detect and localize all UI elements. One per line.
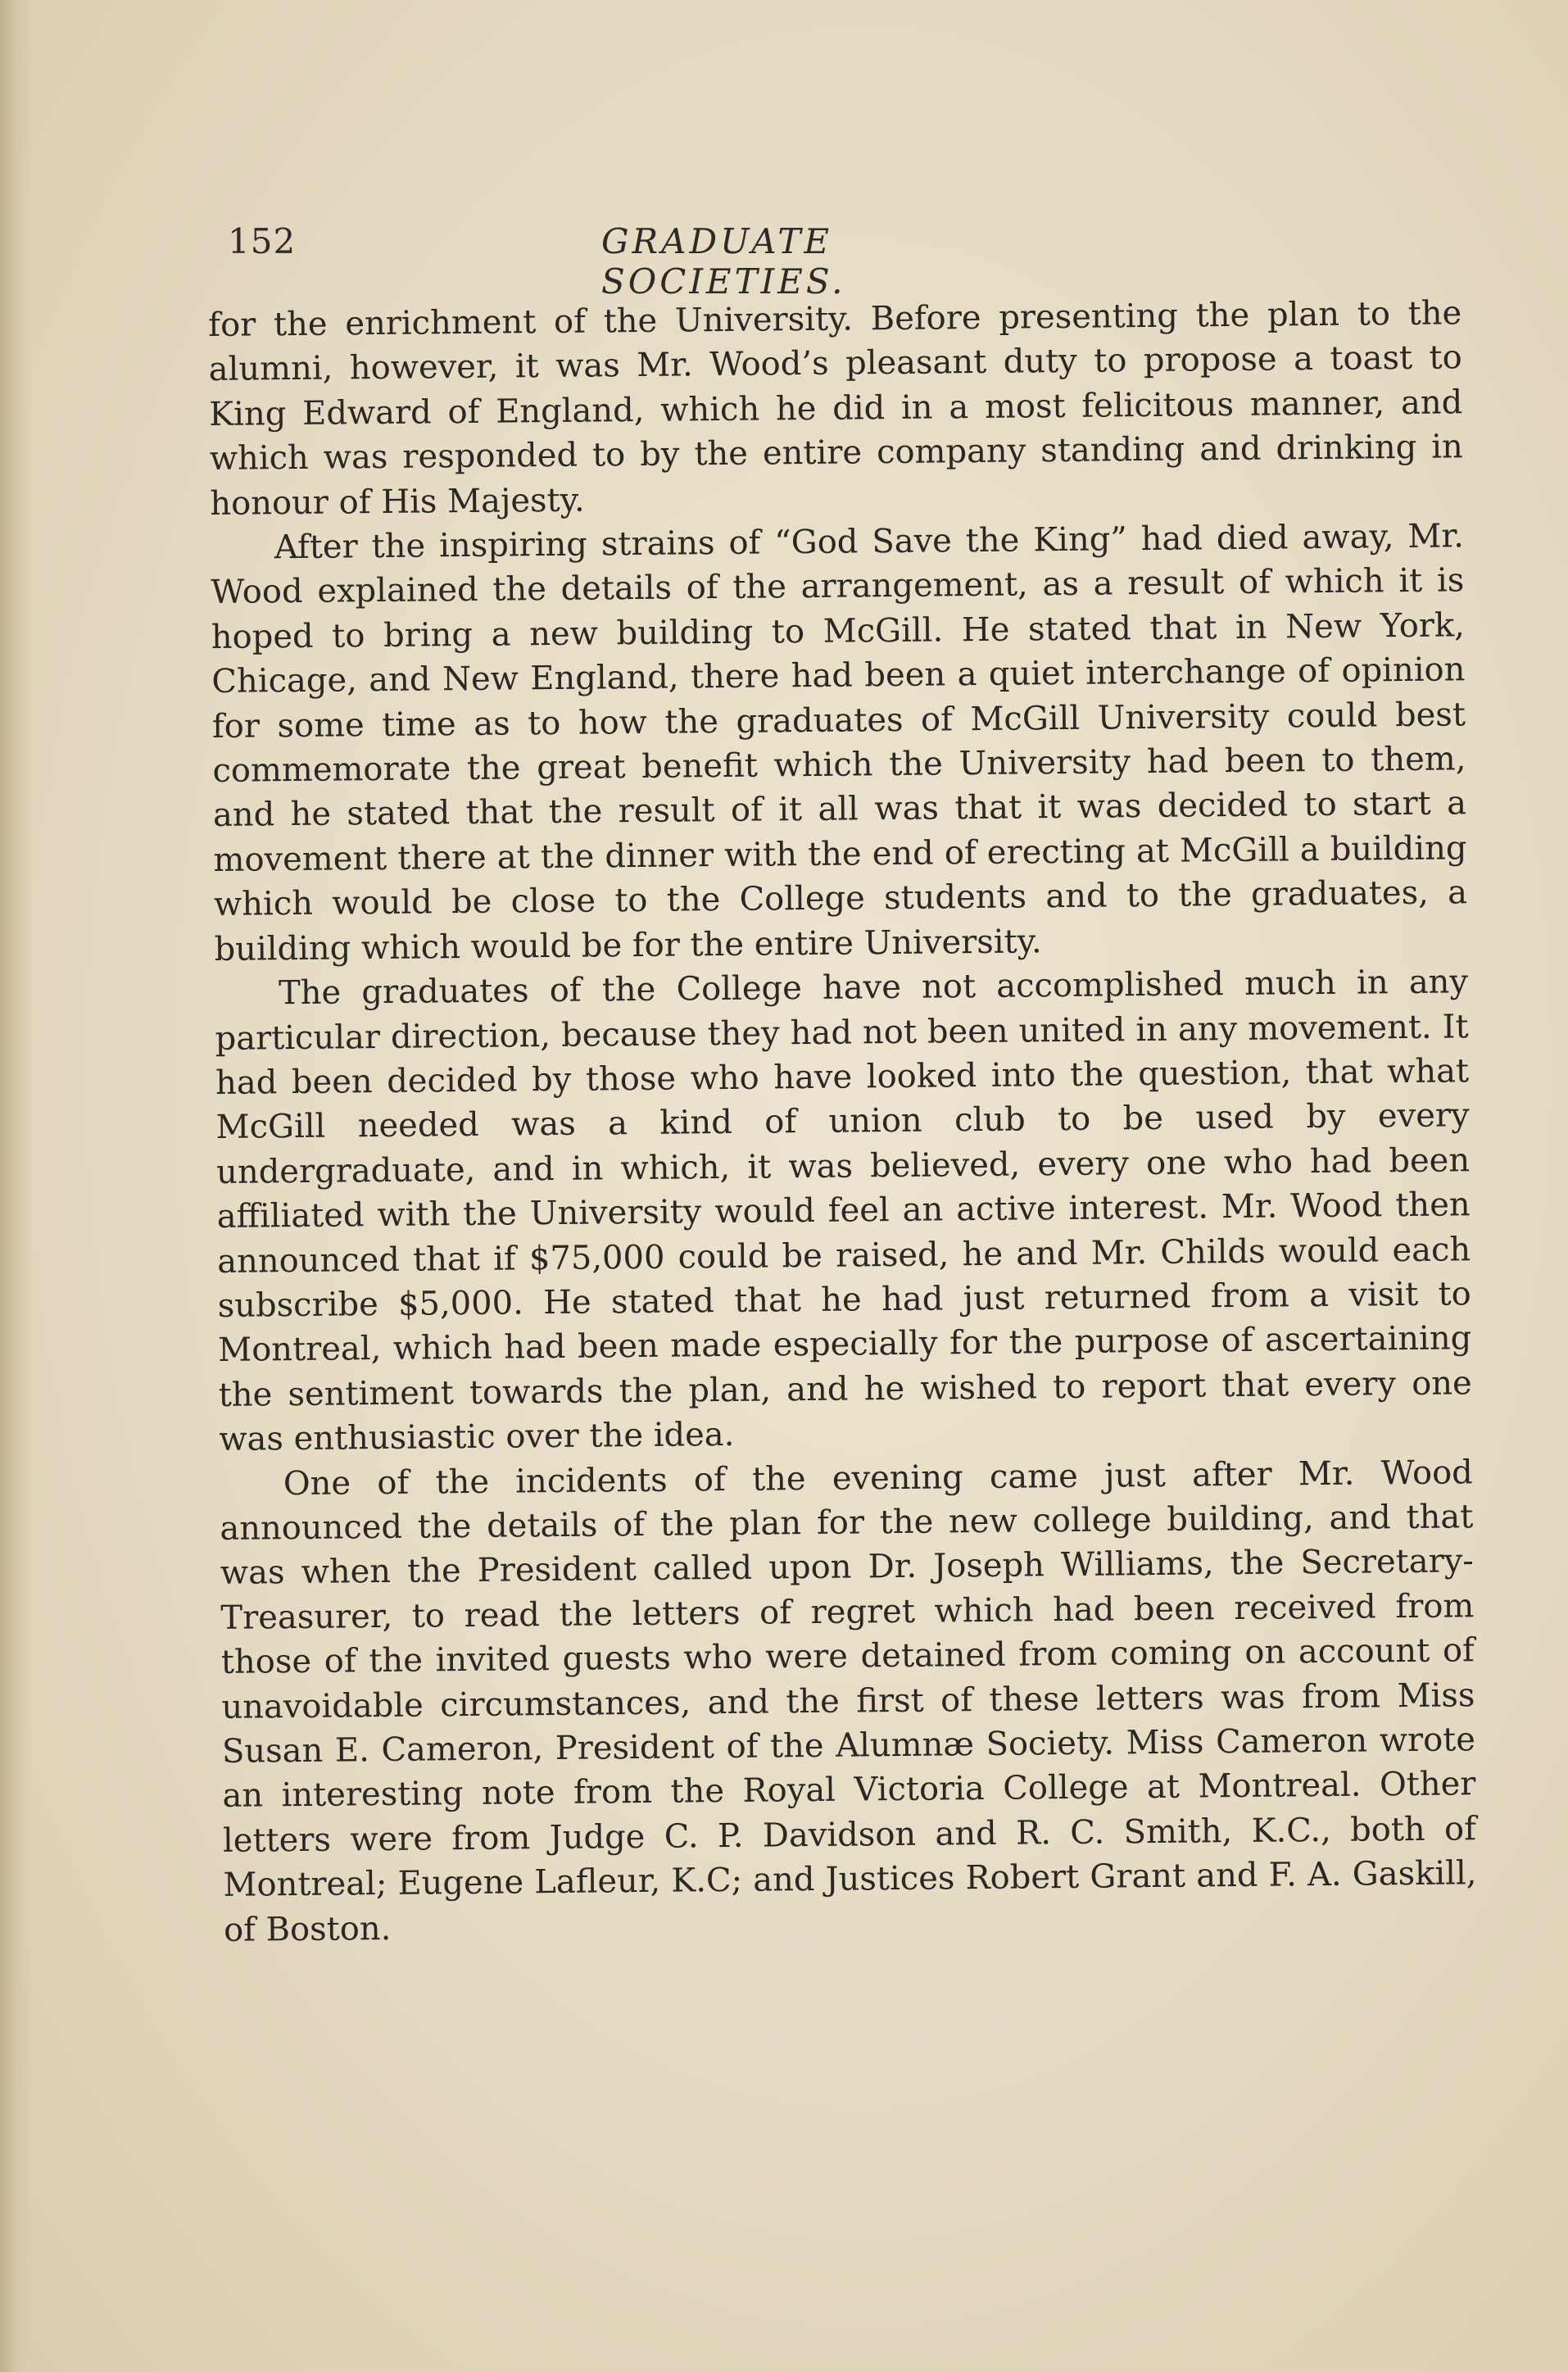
page-header [228, 221, 1063, 302]
paragraph-continued: for the enrichment of the University. Before presenting the plan to the alumni, however, it was Mr. Wood’s pleasant duty to propose a toast to King Edward of England, which he did in a most felicitous manner, and which was responded to by the entire company standing and drinking in honour of His Majesty. [208, 294, 1463, 523]
page-number: 152 [228, 221, 297, 261]
paragraph: The graduates of the College have not accomplished much in any particular direction, because they had not been united in any movement. It had been decided by those who have looked into the question, that what McGill needed was a kind of union club to be used by every undergraduate, and in which, it was believed, every one who had been affiliated with the University would feel an active interest. Mr. Wood then announced that if $75,000 could be raised, he and Mr. Childs would each subscribe $5,000. He stated that he had just returned from a visit to Montreal, which had been made especially for the purpose of ascertaining the sentiment towards the plan, and he wished to report that every one was enthusiastic over the idea. [215, 963, 1472, 1459]
body-text [208, 291, 1477, 1952]
running-head: GRADUATE SOCIETIES. [601, 221, 846, 302]
paragraph: After the inspiring strains of “God Save the King” had died away, Mr. Wood explained the details of the arrangement, as a result of which it is hoped to bring a new building to McGill. He stated that in New York, Chicage, and New England, there had been a quiet interchange of opinion for some time as to how the graduates of McGill University could best commemorate the great benefit which the University had been to them, and he stated that the result of it all was that it was decided to start a movement there at the dinner with the end of erecting at McGill a building which would be close to the College students and to the graduates, a building which would be for the entire University. [211, 517, 1468, 968]
paragraph: One of the incidents of the evening came just after Mr. Wood announced the details of the plan for the new college building, and that was when the President called upon Dr. Joseph Williams, the Secretary-Treasurer, to read the letters of regret which had been received from those of the invited guests who were detained from coming on account of unavoidable circumstances, and the first of these letters was from Miss Susan E. Cameron, President of the Alumnæ Society. Miss Cameron wrote an interesting note from the Royal Victoria College at Montreal. Other letters were from Judge C. P. Davidson and R. C. Smith, K.C., both of Montreal; Eugene Lafleur, K.C; and Justices Robert Grant and F. A. Gaskill, of Boston. [220, 1453, 1477, 1949]
